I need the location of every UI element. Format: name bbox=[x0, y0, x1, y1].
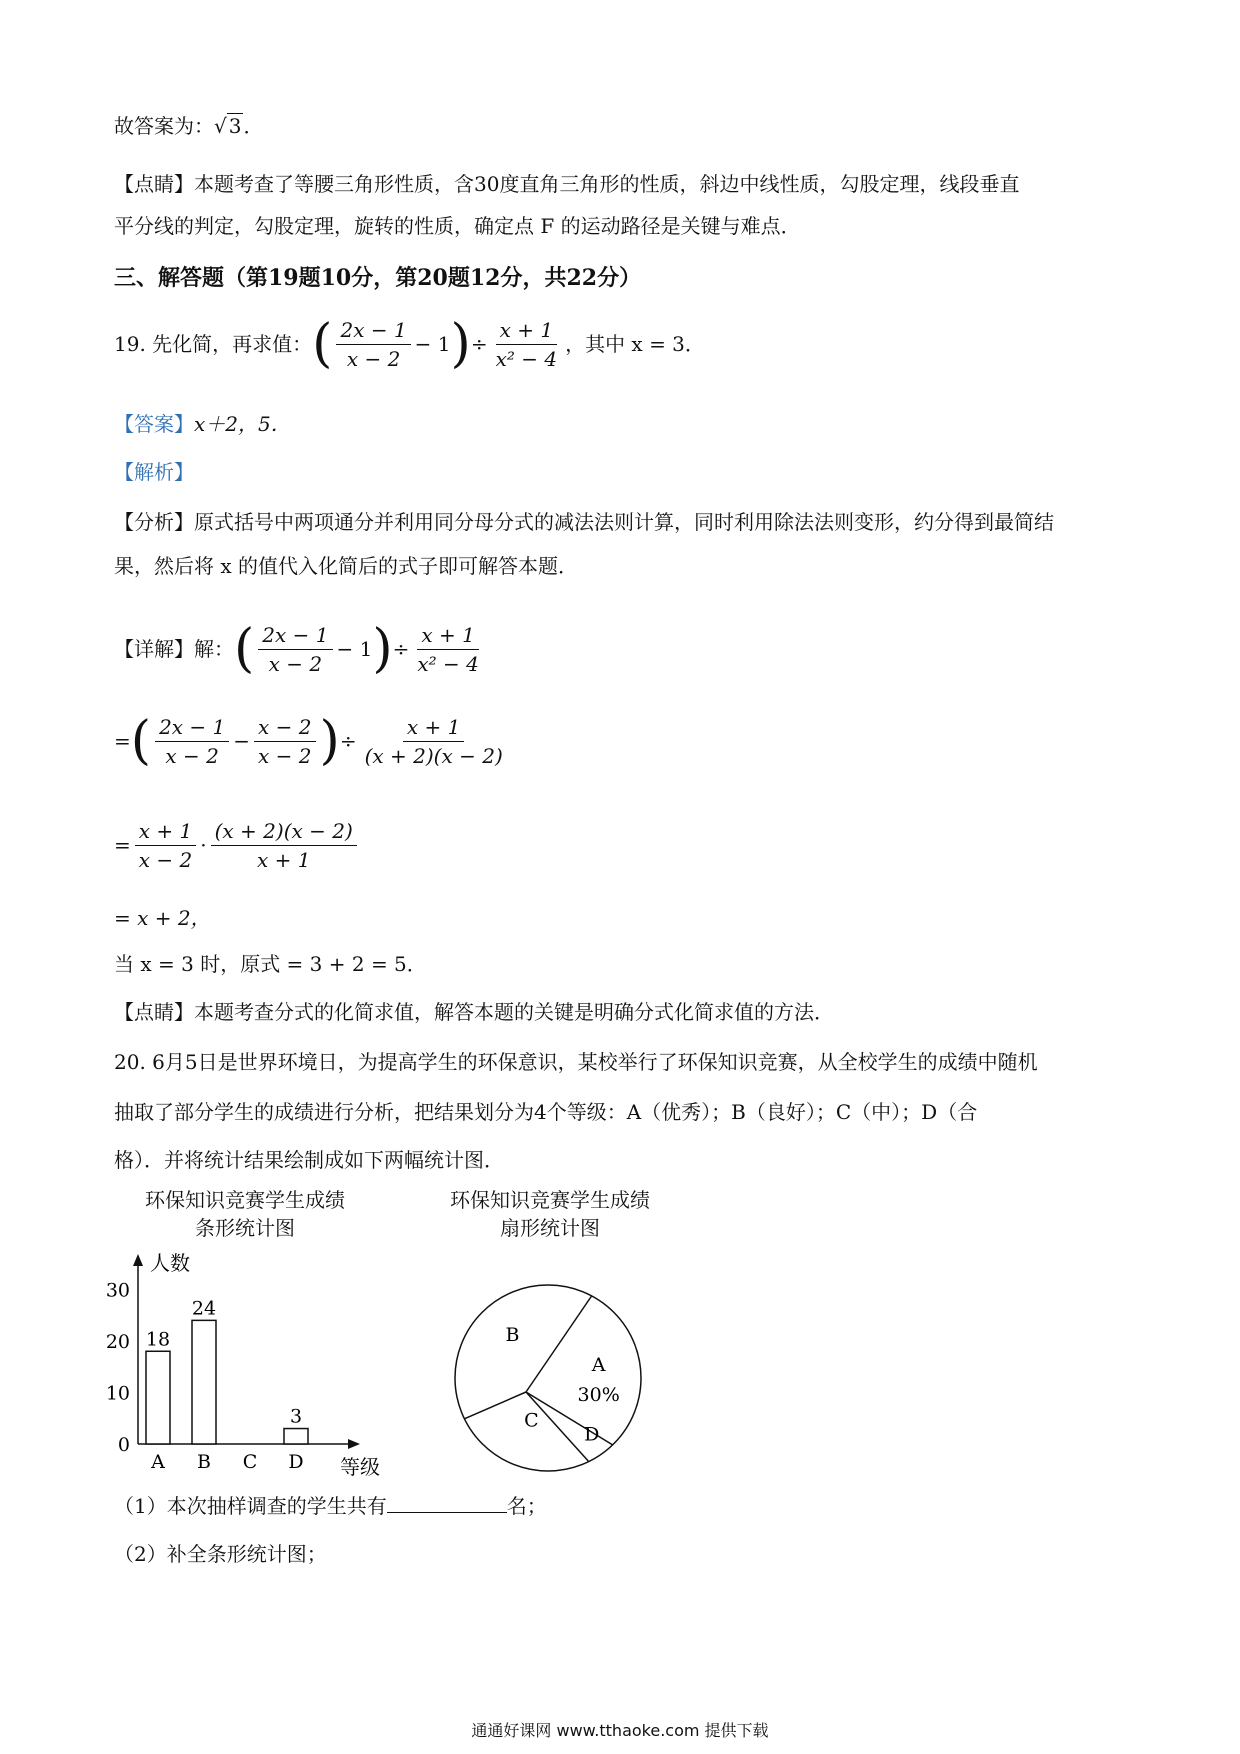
denominator: (x + 2)(x − 2) bbox=[364, 743, 503, 768]
close-paren: ) bbox=[319, 711, 340, 771]
sub1-prefix: （1）本次抽样调查的学生共有 bbox=[114, 1494, 387, 1518]
sqrt-radicand: 3 bbox=[228, 114, 242, 138]
numerator: x + 1 bbox=[403, 713, 464, 742]
x-axis-arrow bbox=[348, 1439, 360, 1449]
minus-sign: − bbox=[233, 729, 251, 753]
open-paren: ( bbox=[312, 314, 333, 374]
page-footer: 通通好课网 www.tthaoke.com 提供下载 bbox=[471, 1721, 769, 1740]
q20-sub1 bbox=[114, 1492, 547, 1520]
answer-blank[interactable] bbox=[387, 1492, 507, 1513]
denominator: x − 2 bbox=[258, 743, 312, 768]
open-paren: ( bbox=[234, 619, 255, 679]
q20-line3: 格）．并将统计结果绘制成如下两幅统计图． bbox=[114, 1148, 504, 1172]
numerator: 2x − 1 bbox=[336, 316, 410, 345]
bar-chart-subtitle: 条形统计图 bbox=[195, 1216, 295, 1240]
pie-slice-label-a: A bbox=[591, 1353, 606, 1376]
x-tick-label: D bbox=[288, 1451, 304, 1473]
q19-answer bbox=[114, 410, 291, 438]
numerator: x + 1 bbox=[417, 621, 478, 650]
prev-answer-prefix: 故答案为： bbox=[114, 114, 214, 138]
pie-outline bbox=[455, 1285, 641, 1471]
minus-one: − 1 bbox=[336, 637, 373, 661]
fraction bbox=[361, 713, 507, 770]
pie-slice-label-b: B bbox=[505, 1324, 520, 1347]
fraction bbox=[258, 621, 332, 678]
prev-answer-suffix: ． bbox=[243, 114, 264, 138]
prev-comment-line1 bbox=[114, 170, 1019, 198]
fenxi-tag: 【分析】 bbox=[114, 510, 194, 534]
bar-data-label: 18 bbox=[145, 1328, 171, 1351]
q19-comment bbox=[114, 998, 834, 1026]
fraction bbox=[492, 316, 562, 373]
fraction bbox=[413, 621, 483, 678]
q19-fenxi-line2: 果，然后将 x 的值代入化简后的式子即可解答本题． bbox=[114, 554, 578, 578]
bar-d bbox=[284, 1429, 308, 1444]
analysis-tag: 【解析】 bbox=[114, 460, 194, 484]
y-axis-arrow bbox=[133, 1254, 143, 1266]
fraction bbox=[135, 817, 196, 874]
divide-sign: ÷ bbox=[470, 332, 488, 356]
detail-step4: = x + 2， bbox=[114, 906, 211, 930]
denominator: x + 1 bbox=[256, 847, 311, 872]
divide-sign: ÷ bbox=[392, 637, 410, 661]
y-tick-label: 30 bbox=[105, 1279, 130, 1302]
section-title: 三、解答题（第19题10分，第20题12分，共22分） bbox=[114, 265, 642, 291]
bar-data-label: 24 bbox=[191, 1297, 217, 1320]
q20-line2: 抽取了部分学生的成绩进行分析，把结果划分为4个等级：A（优秀）；B（良好）；C（中）；D（合 bbox=[114, 1100, 978, 1124]
prev-answer-line bbox=[114, 112, 263, 140]
x-tick-label: B bbox=[197, 1451, 211, 1473]
q20-line1: 20. 6月5日是世界环境日，为提高学生的环保意识，某校举行了环保知识竞赛，从全校学生的成绩中随机 bbox=[114, 1050, 1038, 1074]
q19-question bbox=[114, 304, 705, 384]
y-tick-label: 10 bbox=[105, 1382, 130, 1405]
open-paren: ( bbox=[130, 711, 152, 771]
x-tick-label: A bbox=[151, 1451, 165, 1473]
equals-sign: = bbox=[114, 729, 131, 753]
x-axis-label: 等级 bbox=[340, 1455, 380, 1479]
comment-tag: 【点睛】 bbox=[114, 172, 194, 196]
close-paren: ) bbox=[372, 619, 393, 679]
y-tick-label: 20 bbox=[105, 1330, 130, 1353]
minus-one: − 1 bbox=[414, 332, 451, 356]
pie-slice-label-d: D bbox=[584, 1423, 600, 1446]
numerator: x + 1 bbox=[496, 316, 557, 345]
q19-suffix: ，其中 x = 3． bbox=[565, 332, 705, 356]
sub1-suffix: 名； bbox=[506, 1494, 547, 1518]
denominator: x − 2 bbox=[268, 651, 323, 676]
pie-chart-title: 环保知识竞赛学生成绩 bbox=[450, 1188, 650, 1212]
numerator: x − 2 bbox=[254, 713, 315, 742]
close-paren: ) bbox=[450, 314, 471, 374]
sqrt-expression: √ 3 bbox=[214, 114, 242, 138]
divide-sign: ÷ bbox=[339, 729, 357, 753]
pie-percent-label: 30% bbox=[577, 1383, 620, 1406]
pie-chart bbox=[440, 1280, 660, 1480]
denominator: x² − 4 bbox=[495, 346, 558, 371]
equals-sign: = bbox=[114, 833, 131, 857]
answer-text: x＋2，5． bbox=[194, 412, 291, 436]
y-tick-label: 0 bbox=[117, 1434, 130, 1456]
detail-step5: 当 x = 3 时，原式 = 3 + 2 = 5． bbox=[114, 952, 427, 976]
multiply-dot: · bbox=[200, 833, 207, 857]
x-tick-label: C bbox=[242, 1451, 258, 1473]
denominator: x − 2 bbox=[138, 847, 193, 872]
q19-prefix: 19. 先化简，再求值： bbox=[114, 332, 313, 356]
prev-comment-line2: 平分线的判定，勾股定理，旋转的性质，确定点 F 的运动路径是关键与难点． bbox=[114, 214, 801, 238]
detail-step2 bbox=[114, 704, 511, 778]
comment-tag: 【点睛】 bbox=[114, 1000, 194, 1024]
bar-data-label: 3 bbox=[289, 1405, 303, 1428]
fenxi-text: 原式括号中两项通分并利用同分母分式的减法法则计算，同时利用除法法则变形，约分得到最简结 bbox=[194, 510, 1054, 534]
detail-step3 bbox=[114, 808, 361, 882]
y-axis-label: 人数 bbox=[150, 1251, 190, 1275]
comment-text: 本题考查了等腰三角形性质，含30度直角三角形的性质，斜边中线性质，勾股定理，线段垂直 bbox=[194, 172, 1020, 196]
pie-chart-subtitle: 扇形统计图 bbox=[500, 1216, 600, 1240]
q20-sub2: （2）补全条形统计图； bbox=[114, 1542, 327, 1566]
comment-text: 本题考查分式的化简求值，解答本题的关键是明确分式化简求值的方法． bbox=[194, 1000, 834, 1024]
bar-b bbox=[192, 1320, 216, 1444]
bar-a bbox=[146, 1351, 170, 1444]
fraction bbox=[254, 713, 315, 770]
bar-chart bbox=[100, 1244, 400, 1484]
numerator: (x + 2)(x − 2) bbox=[211, 817, 357, 846]
numerator: 2x − 1 bbox=[258, 621, 332, 650]
numerator: 2x − 1 bbox=[155, 713, 229, 742]
fraction bbox=[155, 713, 229, 770]
detail-step1 bbox=[114, 612, 487, 686]
denominator: x − 2 bbox=[165, 743, 219, 768]
bar-chart-title: 环保知识竞赛学生成绩 bbox=[145, 1188, 345, 1212]
numerator: x + 1 bbox=[135, 817, 196, 846]
q19-fenxi-line1 bbox=[114, 508, 1054, 536]
detail-tag: 【详解】解： bbox=[114, 637, 234, 661]
answer-tag: 【答案】 bbox=[114, 412, 194, 436]
fraction bbox=[336, 316, 410, 373]
fraction bbox=[211, 817, 357, 874]
pie-slice-label-c: C bbox=[524, 1409, 539, 1432]
denominator: x − 2 bbox=[346, 346, 401, 371]
denominator: x² − 4 bbox=[417, 651, 479, 676]
